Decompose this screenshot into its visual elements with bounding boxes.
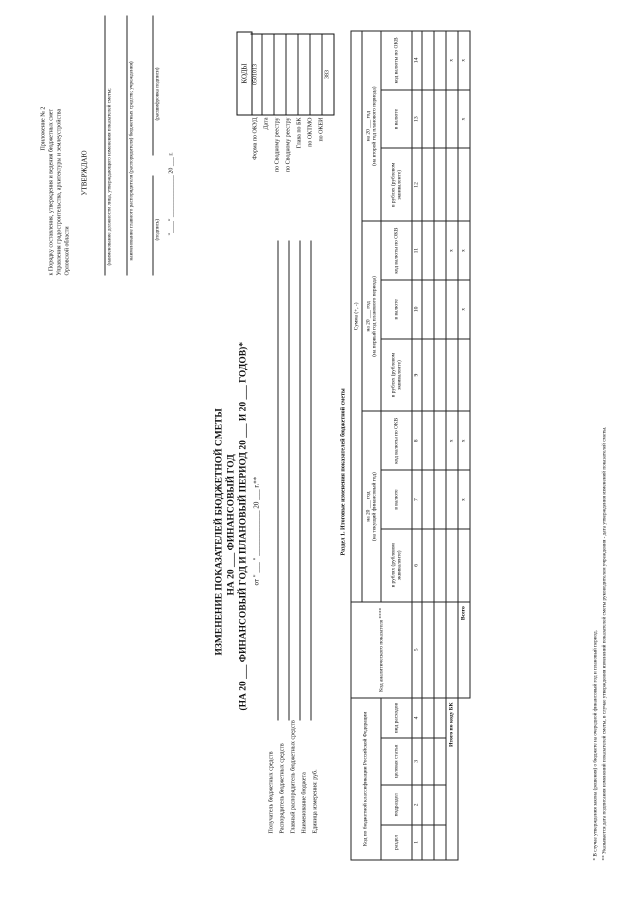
table-cell[interactable] xyxy=(422,31,434,90)
table-cell[interactable] xyxy=(446,470,458,529)
table-cell[interactable] xyxy=(434,31,446,90)
cross-mark: x xyxy=(446,221,458,280)
period-1-note: (на текущий финансовый год) xyxy=(371,471,377,541)
label-distributor: Распорядитель бюджетных средств xyxy=(279,742,285,833)
table-cell[interactable] xyxy=(422,824,434,859)
footnote-1: * В случае утверждения закона (решения) о бюджете на очередной финансовый год и плановый период. xyxy=(592,629,598,860)
annex-line-1: к Порядку составления, утверждения и ведения бюджетных смет xyxy=(48,108,54,275)
table-cell[interactable] xyxy=(422,279,434,338)
title-line-1: ИЗМЕНЕНИЕ ПОКАЗАТЕЛЕЙ БЮДЖЕТНОЙ СМЕТЫ xyxy=(214,407,224,655)
title-line-2: НА 20 ___ ФИНАНСОВЫЙ ГОД xyxy=(226,453,236,595)
table-cell[interactable] xyxy=(446,148,458,221)
period-3-note: (на второй год планового периода) xyxy=(371,85,377,166)
table-cell[interactable] xyxy=(422,148,434,221)
total-bk-row xyxy=(446,31,458,860)
table-cell[interactable] xyxy=(446,528,458,601)
signature-caption: (подпись) xyxy=(154,218,160,240)
annex-line-2: Управления градостроительства, архитектуры и землеустройства xyxy=(56,108,62,275)
col-num: 9 xyxy=(412,338,422,411)
title-line-3: (НА 20 ___ ФИНАНСОВЫЙ ГОД И ПЛАНОВЫЙ ПЕРИОД 20 ___ И 20 ___ ГОДОВ)* xyxy=(238,341,248,710)
table-cell[interactable] xyxy=(458,528,470,601)
footnote-2: ** Указывается дата подписания изменений показателей сметы, в случае утверждения изменений показателей сметы руководителем учреждения - дата утверждения изменений показателей сметы. xyxy=(601,426,607,860)
period-3-year: на 20 ___ год xyxy=(364,110,371,141)
table-cell[interactable] xyxy=(434,279,446,338)
table-cell[interactable] xyxy=(434,784,446,824)
main-distributor-line xyxy=(299,240,300,720)
table-cell[interactable] xyxy=(434,470,446,529)
annex-title: Приложение № 2 xyxy=(40,106,46,150)
period-2-note: (на первый год планового периода) xyxy=(371,275,377,357)
total-row xyxy=(458,31,470,860)
period-1-year: на 20 ___ год xyxy=(364,491,371,522)
col-expense-type: вид расходов xyxy=(381,697,412,737)
cross-mark: x xyxy=(458,31,470,90)
sum-header: Сумма (+, -) xyxy=(351,31,362,602)
col-num: 10 xyxy=(412,279,422,338)
table-cell[interactable] xyxy=(446,338,458,411)
table-cell[interactable] xyxy=(446,279,458,338)
decoding-line xyxy=(152,15,153,155)
period-2-year: на 20 ___ год xyxy=(364,300,371,331)
table-cell[interactable] xyxy=(434,528,446,601)
period-3-header xyxy=(362,31,381,221)
table-cell[interactable] xyxy=(434,411,446,470)
cross-mark: x xyxy=(458,470,470,529)
label-main-distributor: Главный распорядитель бюджетных средств xyxy=(290,719,296,833)
position-caption: (наименование должности лица, утверждающего изменения показателей сметы; xyxy=(106,87,112,265)
p3-okv: код валюты по ОКВ xyxy=(381,31,412,90)
label-recipient: Получатель бюджетных средств xyxy=(268,750,274,833)
cross-mark: x xyxy=(446,411,458,470)
p3-currency: в валюте xyxy=(381,89,412,148)
p3-rub: в рублях (рублевом эквиваленте) xyxy=(381,148,412,221)
code-okud: 0501013 xyxy=(250,34,262,114)
section-1-title: Раздел 1. Итоговые изменения показателей бюджетной сметы xyxy=(340,387,346,555)
position-line xyxy=(104,15,105,275)
col-num: 7 xyxy=(412,470,422,529)
table-cell[interactable] xyxy=(422,411,434,470)
signature-line xyxy=(152,175,153,275)
column-numbers-row xyxy=(412,31,422,860)
col-num: 8 xyxy=(412,411,422,470)
agency-line xyxy=(126,15,127,275)
table-cell[interactable] xyxy=(446,89,458,148)
p1-okv: код валюты по ОКВ xyxy=(381,411,412,470)
cross-mark: x xyxy=(458,89,470,148)
cross-mark: x xyxy=(458,411,470,470)
cross-mark: x xyxy=(458,279,470,338)
table-cell[interactable] xyxy=(422,338,434,411)
table-cell[interactable] xyxy=(422,784,434,824)
code-label-okud: Форма по ОКУД xyxy=(252,117,258,160)
cross-mark: x xyxy=(446,31,458,90)
col-num: 6 xyxy=(412,528,422,601)
document-date: от " ___ " _____________ 20 ___ г.** xyxy=(252,476,260,585)
table-cell[interactable] xyxy=(434,737,446,784)
col-section: раздел xyxy=(381,824,412,859)
bk-header: Код по бюджетной классификации Российской Федерации xyxy=(351,697,381,859)
code-label-bk: Глава по БК xyxy=(296,117,302,148)
table-cell[interactable] xyxy=(434,697,446,737)
table-cell[interactable] xyxy=(446,601,458,697)
code-label-okei: по ОКЕИ xyxy=(318,117,324,142)
recipient-line xyxy=(277,240,278,720)
code-registry-2 xyxy=(286,34,298,114)
col-num: 3 xyxy=(412,737,422,784)
budget-name-line xyxy=(310,240,311,720)
p2-rub: в рублях (рублевом эквиваленте) xyxy=(381,338,412,411)
table-row xyxy=(422,31,434,860)
label-unit: Единица измерения: руб. xyxy=(312,768,318,833)
table-cell[interactable] xyxy=(458,148,470,221)
annex-line-3: Орловской области xyxy=(64,225,70,275)
total-bk-label: Итого по коду БК xyxy=(446,697,458,859)
col-num: 1 xyxy=(412,824,422,859)
code-label-oktmo: по ОКТМО xyxy=(307,117,313,147)
p2-okv: код валюты по ОКВ xyxy=(381,221,412,280)
table-cell[interactable] xyxy=(422,470,434,529)
col-target: целевая статья xyxy=(381,737,412,784)
code-oktmo xyxy=(310,34,322,114)
decoding-caption: (расшифровка подписи) xyxy=(154,67,160,120)
approved-label: УТВЕРЖДАЮ xyxy=(80,149,88,195)
codes-box xyxy=(250,33,334,115)
col-num: 12 xyxy=(412,148,422,221)
table-cell[interactable] xyxy=(422,528,434,601)
col-num: 11 xyxy=(412,221,422,280)
table-cell[interactable] xyxy=(434,221,446,280)
agency-caption: наименование главного распорядителя (распорядителя) бюджетных средств; учреждения) xyxy=(128,60,134,260)
code-label-registry-1: по Сводному реестру xyxy=(274,117,280,172)
code-bk xyxy=(298,34,310,114)
table-cell[interactable] xyxy=(422,601,434,697)
col-num: 13 xyxy=(412,89,422,148)
table-cell[interactable] xyxy=(434,824,446,859)
p1-rub: в рублях (рублевом эквиваленте) xyxy=(381,528,412,601)
code-okei: 383 xyxy=(324,69,330,79)
col-num: 2 xyxy=(412,784,422,824)
distributor-line xyxy=(288,240,289,720)
table-cell[interactable] xyxy=(458,338,470,411)
table-cell[interactable] xyxy=(434,89,446,148)
table-cell[interactable] xyxy=(422,697,434,737)
col-num: 14 xyxy=(412,31,422,90)
period-1-header xyxy=(362,411,381,601)
cross-mark: x xyxy=(458,221,470,280)
label-budget-name: Наименование бюджета xyxy=(301,771,307,833)
approval-date: "____" ______________ 20 ___ г. xyxy=(168,151,174,235)
code-label-date: Дата xyxy=(263,117,269,129)
analytic-header: Код аналитического показателя **** xyxy=(351,601,412,697)
total-label: Всего xyxy=(458,601,470,697)
code-date xyxy=(262,34,274,114)
table-cell[interactable] xyxy=(422,89,434,148)
col-subsection: подраздел xyxy=(381,784,412,824)
table-cell[interactable] xyxy=(422,737,434,784)
codes-labels xyxy=(250,117,327,205)
table-cell[interactable] xyxy=(434,601,446,697)
p2-currency: в валюте xyxy=(381,279,412,338)
p1-currency: в валюте xyxy=(381,470,412,529)
codes-header: КОДЫ xyxy=(236,31,252,115)
table-row xyxy=(434,31,446,860)
col-num: 4 xyxy=(412,697,422,737)
table-cell[interactable] xyxy=(422,221,434,280)
col-num: 5 xyxy=(412,601,422,697)
table-cell[interactable] xyxy=(434,148,446,221)
code-registry-1 xyxy=(274,34,286,114)
code-label-registry-2: по Сводному реестру xyxy=(285,117,291,172)
period-2-header xyxy=(362,221,381,411)
table-cell[interactable] xyxy=(434,338,446,411)
changes-table xyxy=(350,30,470,860)
